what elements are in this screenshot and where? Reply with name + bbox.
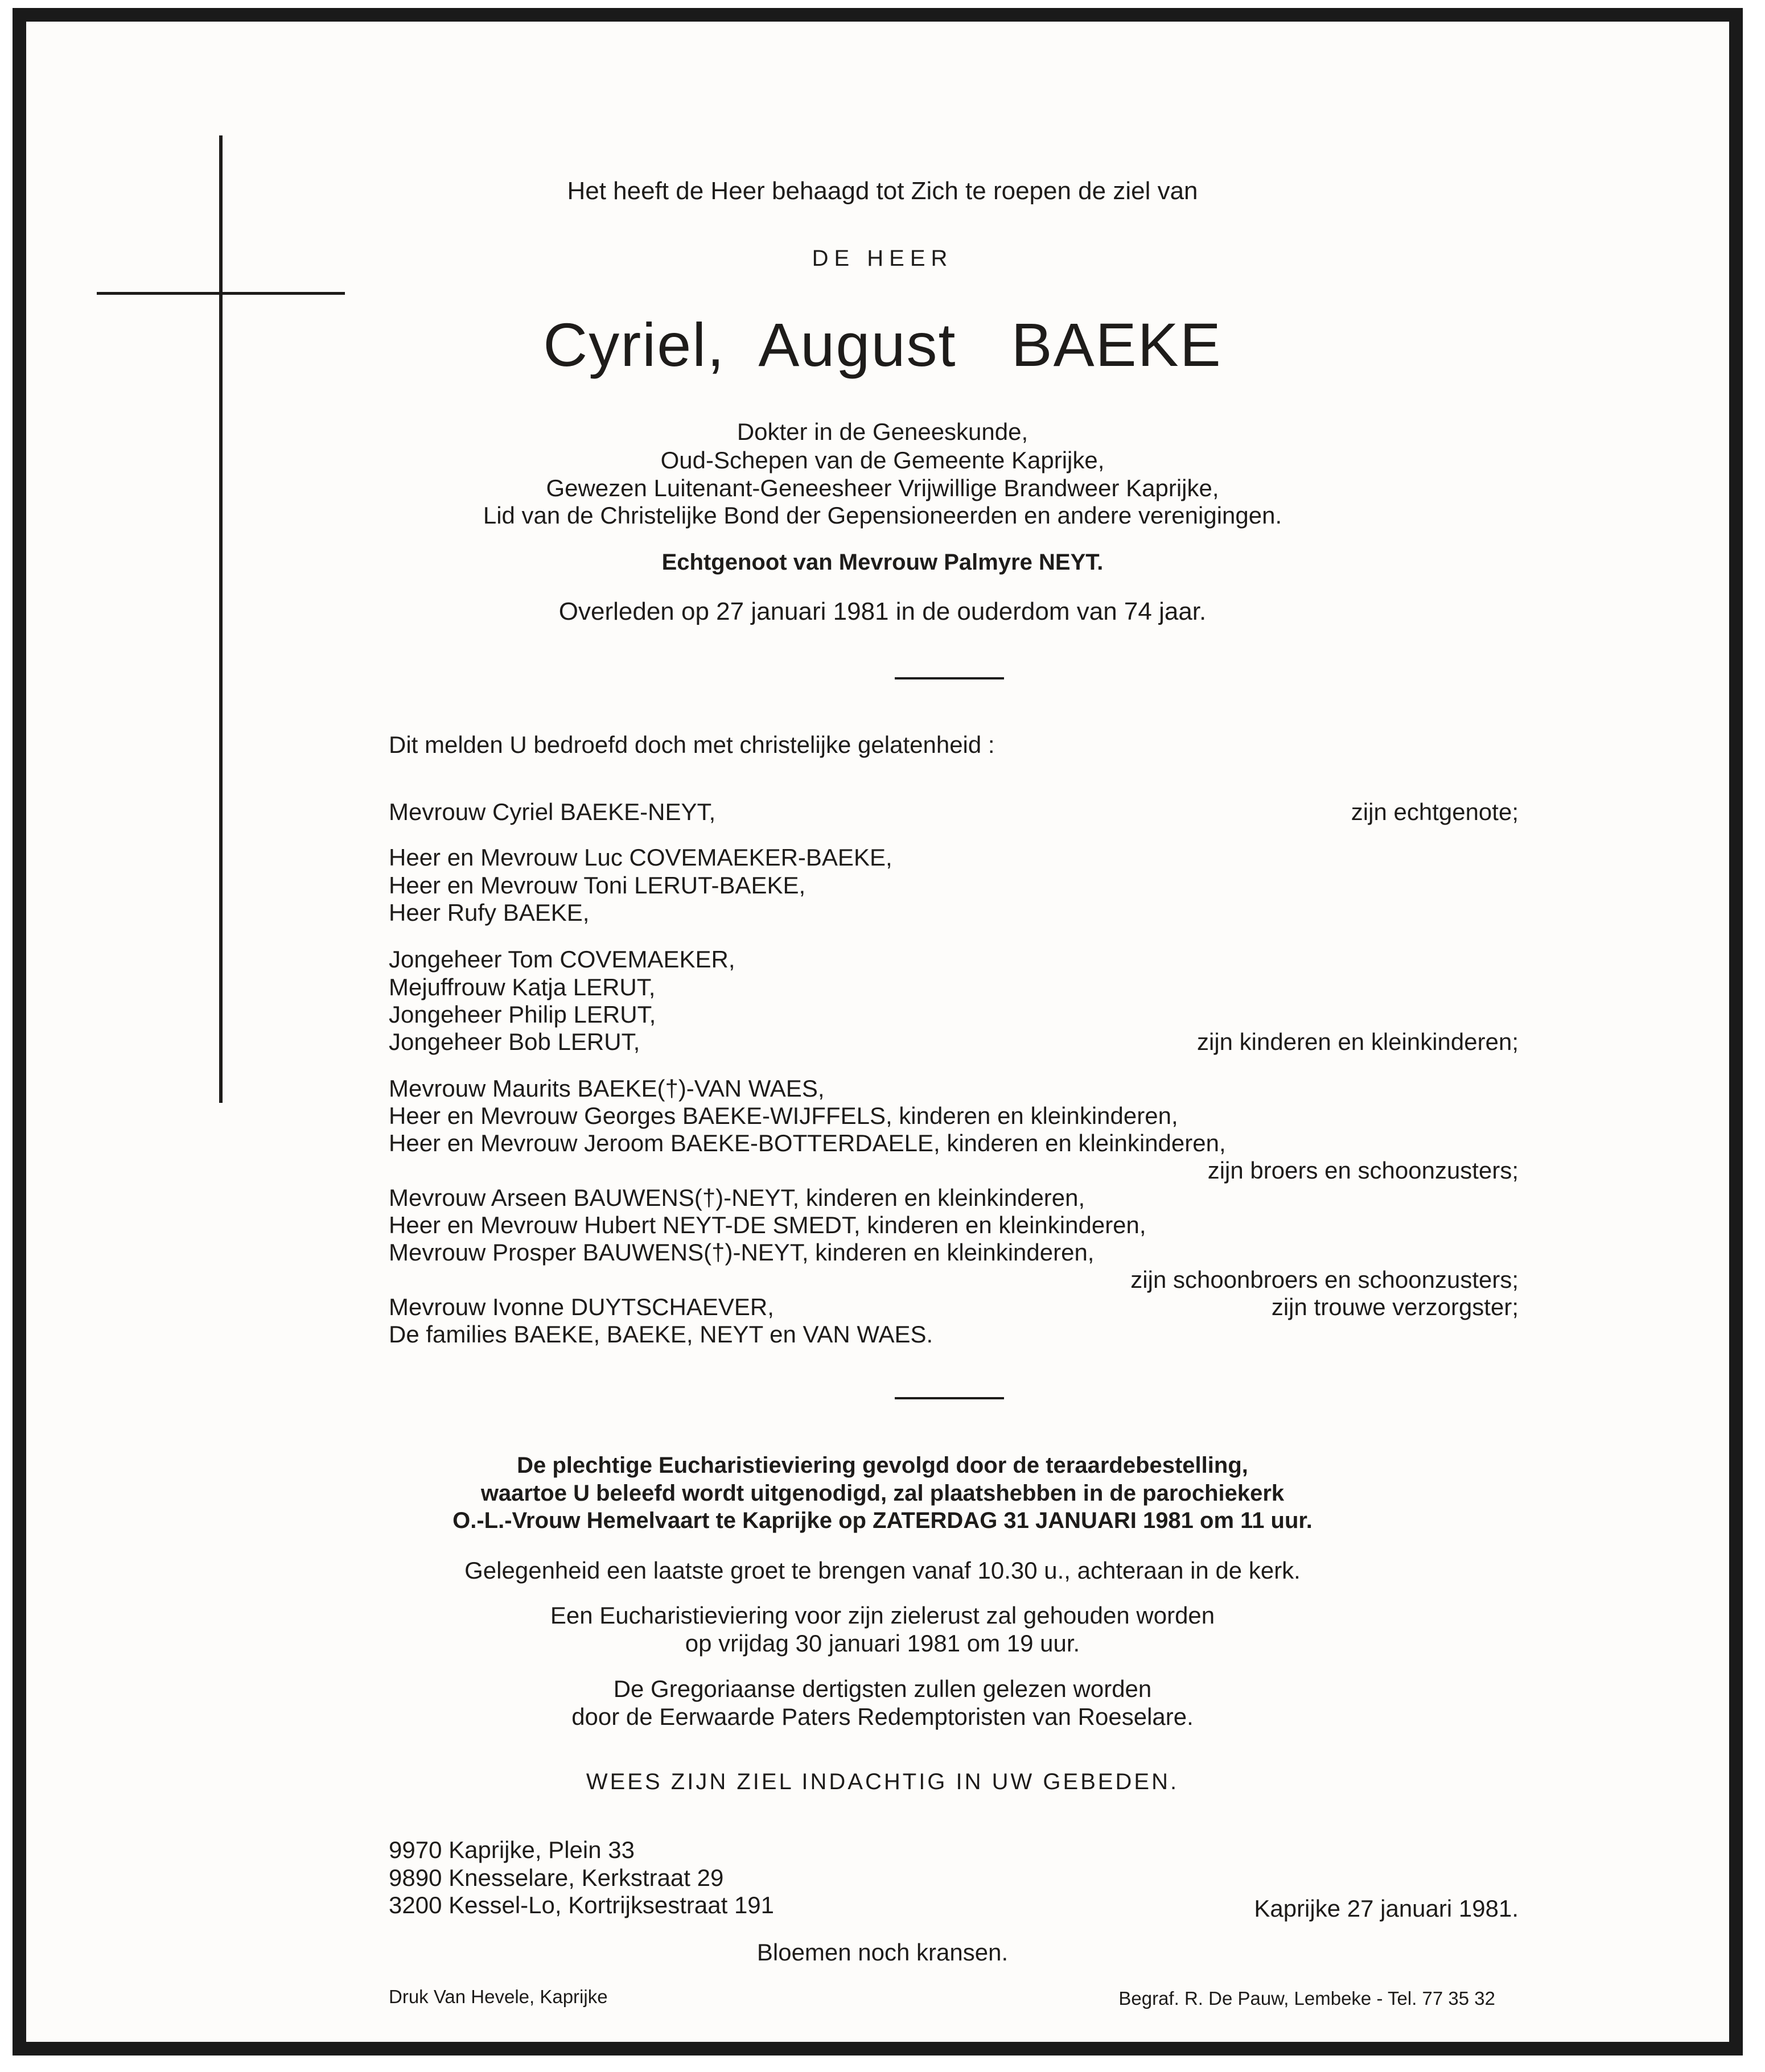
- relative-name: Heer en Mevrouw Jeroom BAEKE-BOTTERDAELE, kinderen en kleinkinderen,: [389, 1130, 1226, 1156]
- honorific-title: DE HEER: [812, 246, 953, 271]
- relationship-label: zijn broers en schoonzusters;: [1207, 1157, 1519, 1184]
- cross-icon-horizontal-bar: [97, 292, 345, 295]
- relative-name: Mejuffrouw Katja LERUT,: [389, 974, 656, 1000]
- title-line: Dokter in de Geneeskunde,: [737, 418, 1028, 445]
- flowers-note: Bloemen noch kransen.: [756, 1939, 1009, 1966]
- service-line: De plechtige Eucharistieviering gevolgd door de teraardebestelling,: [517, 1453, 1248, 1478]
- divider: [895, 677, 1004, 679]
- divider: [895, 1397, 1004, 1399]
- relative-name: Heer Rufy BAEKE,: [389, 899, 590, 926]
- announcement-intro: Dit melden U bedroefd doch met christelijke gelatenheid :: [389, 731, 995, 758]
- place-date: Kaprijke 27 januari 1981.: [1254, 1895, 1519, 1922]
- relative-name: Mevrouw Cyriel BAEKE-NEYT,: [389, 798, 716, 825]
- relative-name: Jongeheer Bob LERUT,: [389, 1028, 640, 1055]
- relationship-label: zijn trouwe verzorgster;: [1271, 1294, 1519, 1320]
- relative-name: Heer en Mevrouw Toni LERUT-BAEKE,: [389, 872, 806, 899]
- relative-name: Jongeheer Philip LERUT,: [389, 1001, 656, 1028]
- death-line: Overleden op 27 januari 1981 in de ouderdom van 74 jaar.: [558, 598, 1207, 625]
- relative-name: Jongeheer Tom COVEMAEKER,: [389, 946, 735, 973]
- relative-name: De families BAEKE, BAEKE, NEYT en VAN WAES.: [389, 1321, 933, 1348]
- relationship-label: zijn echtgenote;: [1351, 798, 1519, 825]
- relative-name: Heer en Mevrouw Georges BAEKE-WIJFFELS, kinderen en kleinkinderen,: [389, 1102, 1178, 1129]
- relative-name: Heer en Mevrouw Hubert NEYT-DE SMEDT, kinderen en kleinkinderen,: [389, 1212, 1146, 1238]
- service-line: waartoe U beleefd wordt uitgenodigd, zal plaatshebben in de parochiekerk: [480, 1481, 1285, 1506]
- relative-name: Mevrouw Ivonne DUYTSCHAEVER,: [389, 1294, 774, 1320]
- undertaker-credit: Begraf. R. De Pauw, Lembeke - Tel. 77 35 32: [1118, 1988, 1495, 2009]
- title-line: Gewezen Luitenant-Geneesheer Vrijwillige Brandweer Kaprijke,: [546, 475, 1219, 501]
- title-line: Oud-Schepen van de Gemeente Kaprijke,: [660, 447, 1105, 473]
- relative-name: Mevrouw Arseen BAUWENS(†)-NEYT, kinderen en kleinkinderen,: [389, 1184, 1085, 1211]
- deceased-name: Cyriel, August BAEKE: [543, 310, 1222, 379]
- service-line: O.-L.-Vrouw Hemelvaart te Kaprijke op ZATERDAG 31 JANUARI 1981 om 11 uur.: [452, 1508, 1313, 1533]
- relative-name: Mevrouw Maurits BAEKE(†)-VAN WAES,: [389, 1075, 825, 1102]
- relationship-label: zijn schoonbroers en schoonzusters;: [1130, 1266, 1519, 1293]
- address-line: 3200 Kessel-Lo, Kortrijksestraat 191: [389, 1892, 775, 1918]
- relative-name: Heer en Mevrouw Luc COVEMAEKER-BAEKE,: [389, 844, 892, 871]
- last-greeting-line: Gelegenheid een laatste groet te brengen vanaf 10.30 u., achteraan in de kerk.: [464, 1557, 1301, 1584]
- address-line: 9970 Kaprijke, Plein 33: [389, 1836, 635, 1863]
- relative-name: Mevrouw Prosper BAUWENS(†)-NEYT, kinderen en kleinkinderen,: [389, 1239, 1095, 1266]
- mass-line: Een Eucharistieviering voor zijn zielerust zal gehouden worden: [550, 1602, 1215, 1629]
- address-line: 9890 Knesselare, Kerkstraat 29: [389, 1864, 724, 1891]
- spouse-line: Echtgenoot van Mevrouw Palmyre NEYT.: [661, 550, 1104, 575]
- title-line: Lid van de Christelijke Bond der Gepensioneerden en andere verenigingen.: [483, 502, 1282, 529]
- relationship-label: zijn kinderen en kleinkinderen;: [1196, 1028, 1519, 1055]
- mass-line: op vrijdag 30 januari 1981 om 19 uur.: [685, 1630, 1080, 1657]
- intro-line: Het heeft de Heer behaagd tot Zich te roepen de ziel van: [567, 177, 1198, 205]
- prayer-line: WEES ZIJN ZIEL INDACHTIG IN UW GEBEDEN.: [586, 1769, 1179, 1794]
- gregorian-line: door de Eerwaarde Paters Redemptoristen van Roeselare.: [571, 1703, 1194, 1730]
- printer-credit: Druk Van Hevele, Kaprijke: [389, 1986, 608, 2007]
- gregorian-line: De Gregoriaanse dertigsten zullen gelezen worden: [613, 1675, 1152, 1702]
